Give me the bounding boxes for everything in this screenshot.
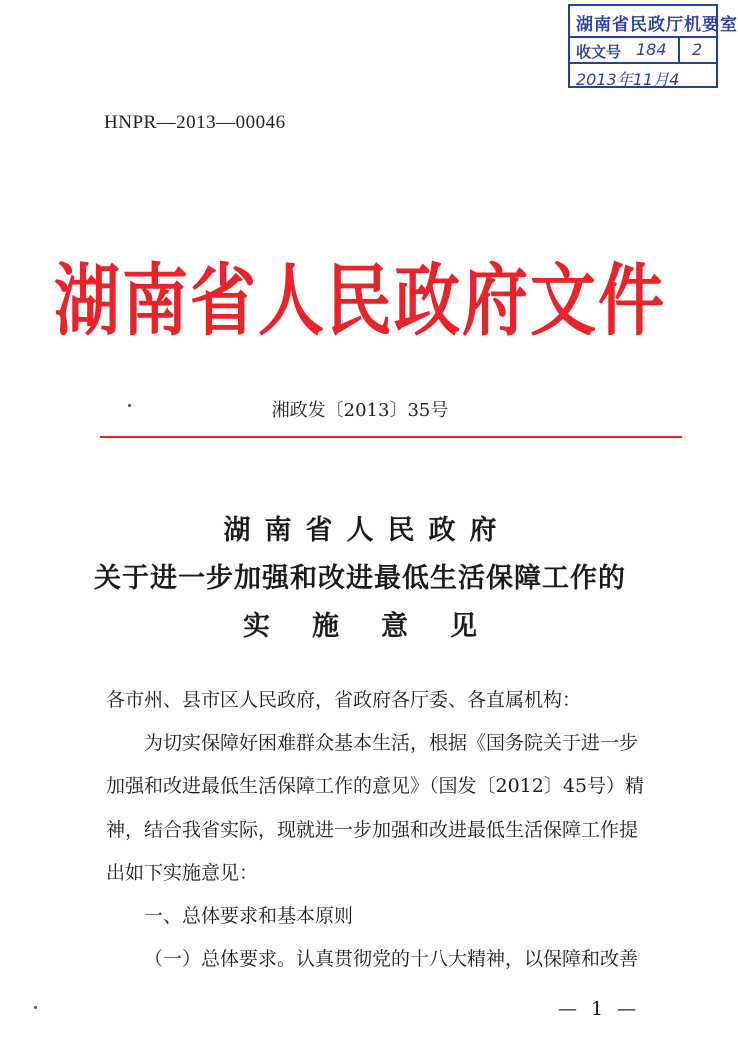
- title-line-3: 实施意见: [243, 611, 519, 642]
- paragraph-2-line-1: （一）总体要求。认真贯彻党的十八大精神，以保障和改善: [144, 948, 639, 970]
- paragraph-1-line-3: 神，结合我省实际，现就进一步加强和改进最低生活保障工作提: [106, 819, 639, 841]
- stamp-title: 湖南省民政厅机要室: [576, 15, 738, 35]
- stamp-row-number: [570, 36, 716, 64]
- title-line-1: 湖南省人民政府: [223, 515, 511, 546]
- paragraph-1-line-4: 出如下实施意见：: [106, 862, 259, 884]
- document-masthead: 湖南省人民政府文件: [54, 255, 666, 347]
- scan-speck: [34, 1006, 37, 1009]
- section-heading-1: 一、总体要求和基本原则: [144, 905, 354, 927]
- stamp-copies: 2: [692, 40, 703, 59]
- document-number: 湘政发〔2013〕35号: [271, 400, 449, 421]
- receipt-stamp: [568, 4, 738, 89]
- scan-speck: [128, 404, 131, 407]
- stamp-row-date: [570, 62, 716, 90]
- stamp-label: 收文号: [576, 43, 622, 61]
- stamp-number: 184: [636, 40, 667, 59]
- stamp-divider: [678, 38, 680, 62]
- page-number: — 1 —: [558, 998, 641, 1020]
- paragraph-1-line-2: 加强和改进最低生活保障工作的意见》（国发〔2012〕45号）精: [106, 775, 645, 797]
- addressee: 各市州、县市区人民政府，省政府各厅委、各直属机构：: [106, 689, 582, 711]
- title-line-2: 关于进一步加强和改进最低生活保障工作的: [94, 563, 626, 594]
- paragraph-1-line-1: 为切实保障好困难群众基本生活，根据《国务院关于进一步: [144, 732, 639, 754]
- stamp-date: 2013年11月4: [576, 70, 680, 89]
- document-code: HNPR—2013—00046: [104, 112, 286, 133]
- red-divider-line: [100, 436, 682, 438]
